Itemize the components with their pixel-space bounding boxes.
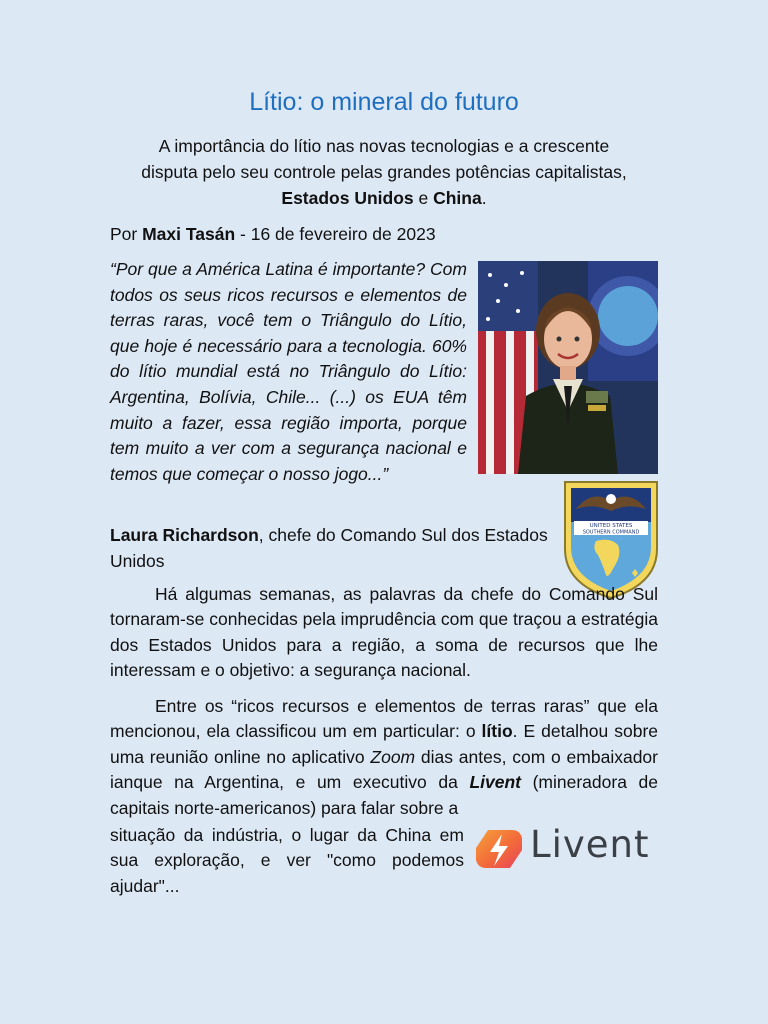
speaker-role: , chefe do Comando Sul dos Estados Unidos [110,525,548,571]
subtitle-conjunction: e [413,188,434,208]
byline-date: - 16 de fevereiro de 2023 [235,224,436,244]
body-paragraph-2 [110,694,658,821]
paragraph-2-text-c: dias antes, com o embaixador ianque na Argentina, e um executivo da [110,746,658,793]
subtitle-country-china: China [433,188,482,208]
byline-prefix: Por [110,224,143,244]
portrait-illustration [478,261,658,474]
subtitle-line1: A importância do lítio nas novas tecnologias e a crescente [158,136,610,156]
quote-attribution [110,522,560,574]
article-subtitle [110,133,658,211]
seal-text-line1: UNITED STATES [589,523,633,529]
subtitle-line2: disputa pelo seu controle pelas grandes potências capitalistas, [141,162,627,182]
livent-wordmark: Livent [530,823,650,866]
article-title: Lítio: o mineral do futuro [249,88,519,116]
livent-company-name: Livent [469,772,521,793]
keyword-lithium: lítio [481,721,513,742]
byline [110,221,436,247]
body-paragraph-1 [110,582,658,684]
seal-text-line2: SOUTHERN COMMAND [582,529,640,536]
paragraph-2-text-a: Entre os “ricos recursos e elementos de terras raras” que ela mencionou, ela classificou um em particular: o [110,696,658,742]
quote-text: “Por que a América Latina é importante? Com todos os seus ricos recursos e elementos de terras raras, você tem o Triângulo do Lítio, que hoje é necessário para a tecnologia. 60% do lítio mundial está no Triângulo do Lítio: Argentina, Bolívia, Chile... (...) os EUA têm muito a fazer, essa região importa, porque tem muito a ver com a segurança nacional e temos que começar o nosso jogo...” [110,259,467,484]
paragraph-1-text: Há algumas semanas, as palavras da chefe do Comando Sul tornaram-se conhecidas pela imprudência com que traçou a estratégia dos Estados Unidos para a região, a soma de recursos que lhe interessam e o objetivo: a segurança nacional. [110,584,658,681]
body-paragraph-3: situação da indústria, o lugar da China em sua exploração, e ver "como podemos ajudar"... [110,825,464,896]
author-name: Maxi Tasán [142,224,236,244]
livent-mark-icon [474,826,524,872]
paragraph-2-text-d: (mineradora de capitais norte-americanos) para falar sobre a [110,772,658,818]
paragraph-2-text-b: . E detalhou sobre uma reunião online no aplicativo [110,721,659,767]
zoom-app-name: Zoom [370,746,416,767]
livent-logo [474,823,660,872]
subtitle-country-usa: Estados Unidos [281,188,414,208]
subtitle-end: . [481,188,487,208]
speaker-name: Laura Richardson [110,525,259,545]
portrait-photo [478,261,658,474]
